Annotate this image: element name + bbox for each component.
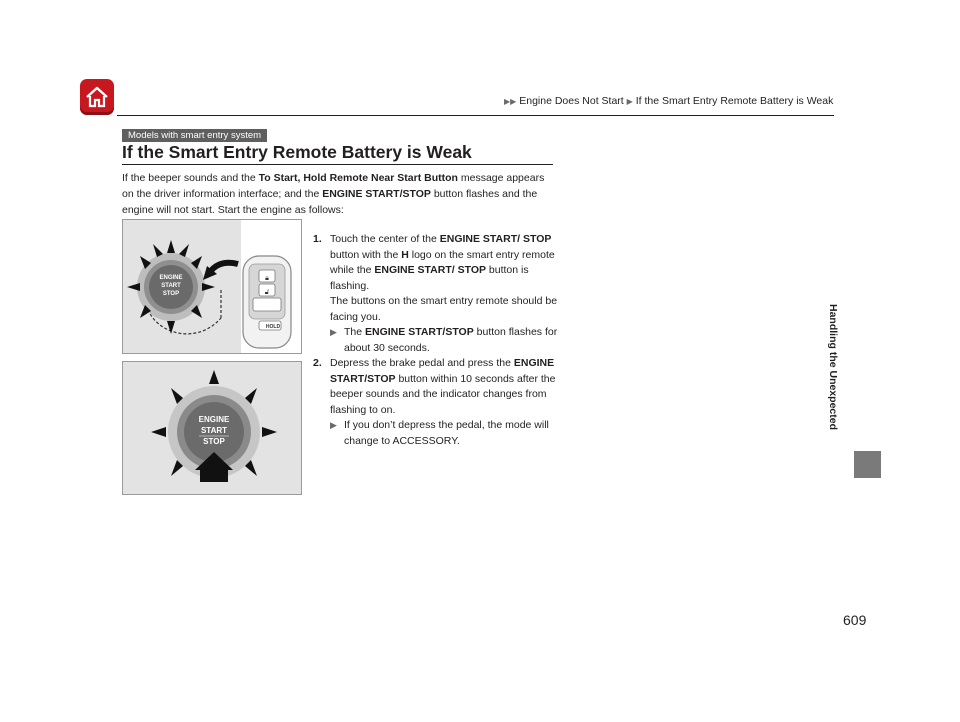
- breadcrumb-arrow-icon: ▶▶: [504, 97, 517, 106]
- figure2-button-line2: START: [200, 426, 228, 435]
- section-label[interactable]: Handling the Unexpected: [827, 304, 839, 431]
- home-icon: [85, 86, 109, 108]
- result-arrow-icon: ▶: [330, 327, 337, 337]
- breadcrumb-arrow-icon: ▶: [626, 97, 633, 106]
- breadcrumb-current: If the Smart Entry Remote Battery is Weak: [635, 95, 834, 107]
- section-tab[interactable]: [854, 451, 881, 478]
- lock-icon: 🔒︎: [265, 275, 269, 282]
- step-1-result: ▶ The ENGINE START/STOP button flashes for about 30 seconds.: [330, 326, 558, 354]
- figure1-button-line1: ENGINE: [159, 275, 183, 281]
- step-2-result: ▶ If you don’t depress the pedal, the mode will change to ACCESSORY.: [330, 419, 549, 447]
- step-2: [313, 356, 558, 449]
- figure2-button-line1: ENGINE: [198, 415, 230, 424]
- step-1: [313, 232, 558, 356]
- figure1-button-line2: START: [161, 283, 181, 289]
- step-2-number: 2.: [313, 357, 322, 369]
- breadcrumb-parent[interactable]: Engine Does Not Start: [519, 95, 624, 107]
- home-button[interactable]: [80, 79, 114, 115]
- result-arrow-icon: ▶: [330, 420, 337, 430]
- figure1-button-line3: STOP: [162, 291, 180, 297]
- step-1-text: Touch the center of the ENGINE START/ STOP button with the H logo on the smart entry remote while the ENGINE START/ STOP button is flashing.: [330, 233, 555, 292]
- unlock-icon: 🔓︎: [264, 289, 270, 296]
- page-title: If the Smart Entry Remote Battery is Weak: [122, 142, 472, 162]
- hold-label: HOLD: [265, 324, 281, 330]
- step-1-note: The buttons on the smart entry remote should be facing you.: [330, 295, 558, 323]
- breadcrumb: [504, 95, 833, 107]
- title-underline: [122, 164, 553, 165]
- intro-paragraph: If the beeper sounds and the To Start, Hold Remote Near Start Button message appears on the driver information interface; and the ENGINE START/STOP button flashes and the engine will not start. Start the engine as follows:: [122, 172, 545, 216]
- header-divider: [117, 115, 834, 116]
- step-1-number: 1.: [313, 233, 322, 245]
- step-2-text: Depress the brake pedal and press the ENGINE START/STOP button within 10 seconds after the beeper sounds and the indicator changes from flashing to on.: [330, 357, 556, 416]
- figure-touch-remote: [122, 219, 302, 354]
- page-number: 609: [843, 612, 867, 628]
- figure-press-button: [122, 361, 302, 495]
- figure2-button-line3: STOP: [203, 437, 225, 446]
- model-tag: Models with smart entry system: [122, 129, 267, 142]
